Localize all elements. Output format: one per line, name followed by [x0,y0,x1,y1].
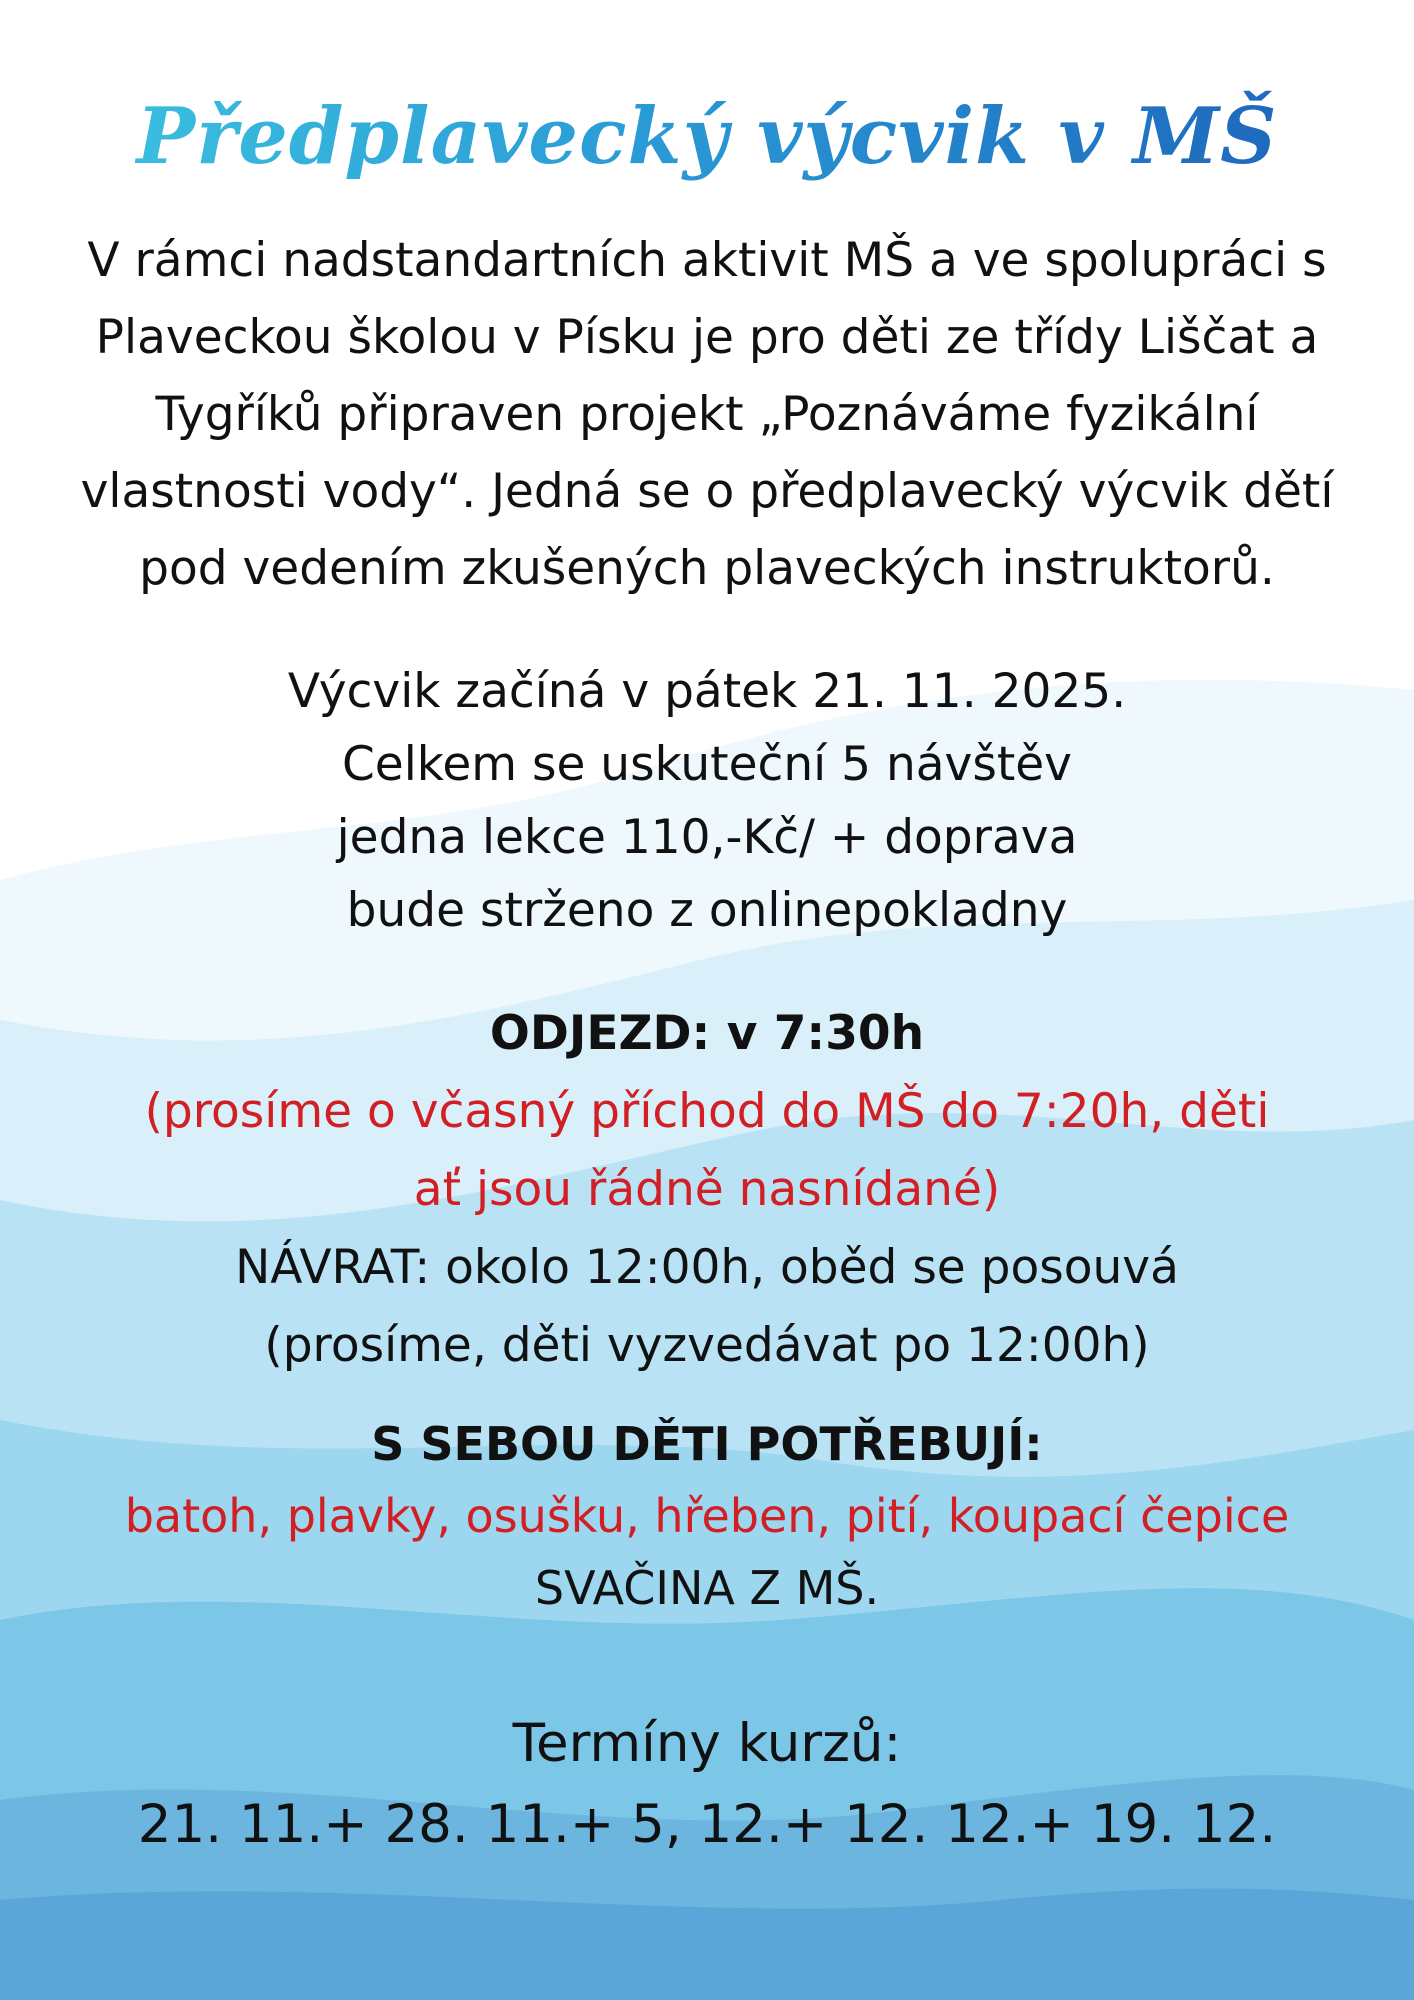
bring-items: batoh, plavky, osušku, hřeben, pití, koupací čepice [124,1489,1290,1543]
intro-line: Tygříků připraven projekt „Poznáváme fyzikální [155,387,1259,442]
bring-heading: S SEBOU DĚTI POTŘEBUJÍ: [371,1417,1043,1471]
dates-section [0,1703,1414,1865]
bring-section [0,1408,1414,1624]
departure-note: ať jsou řádně nasnídané) [413,1162,1001,1217]
intro-line: vlastnosti vody“. Jedná se o předplavecký výcvik dětí [80,464,1334,519]
dates-list: 21. 11.+ 28. 11.+ 5, 12.+ 12. 12.+ 19. 12. [137,1794,1277,1855]
start-date-text: Výcvik začíná v pátek 21. 11. 2025. [287,664,1127,719]
return-note: (prosíme, děti vyzvedávat po 12:00h) [264,1318,1150,1373]
intro-paragraph [20,222,1394,607]
visits-count-text: Celkem se uskuteční 5 návštěv [341,737,1072,792]
intro-line: Plaveckou školou v Písku je pro děti ze třídy Liščat a [95,310,1319,365]
price-text: jedna lekce 110,-Kč/ + doprava [336,810,1078,865]
intro-line: V rámci nadstandartních aktivit MŠ a ve spolupráci s [87,233,1327,288]
payment-text: bude strženo z onlinepokladny [346,883,1068,938]
return-text: NÁVRAT: okolo 12:00h, oběd se posouvá [235,1240,1179,1295]
poster-title: Předplavecký výcvik v MŠ [0,90,1414,184]
dates-heading: Termíny kurzů: [512,1713,902,1774]
departure-note: (prosíme o včasný příchod do MŠ do 7:20h, děti [144,1084,1270,1139]
snack-text: SVAČINA Z MŠ. [534,1561,880,1615]
departure-section [0,995,1414,1385]
departure-heading: ODJEZD: v 7:30h [489,1006,925,1061]
intro-line: pod vedením zkušených plaveckých instruktorů. [139,541,1275,596]
course-info [0,655,1414,947]
